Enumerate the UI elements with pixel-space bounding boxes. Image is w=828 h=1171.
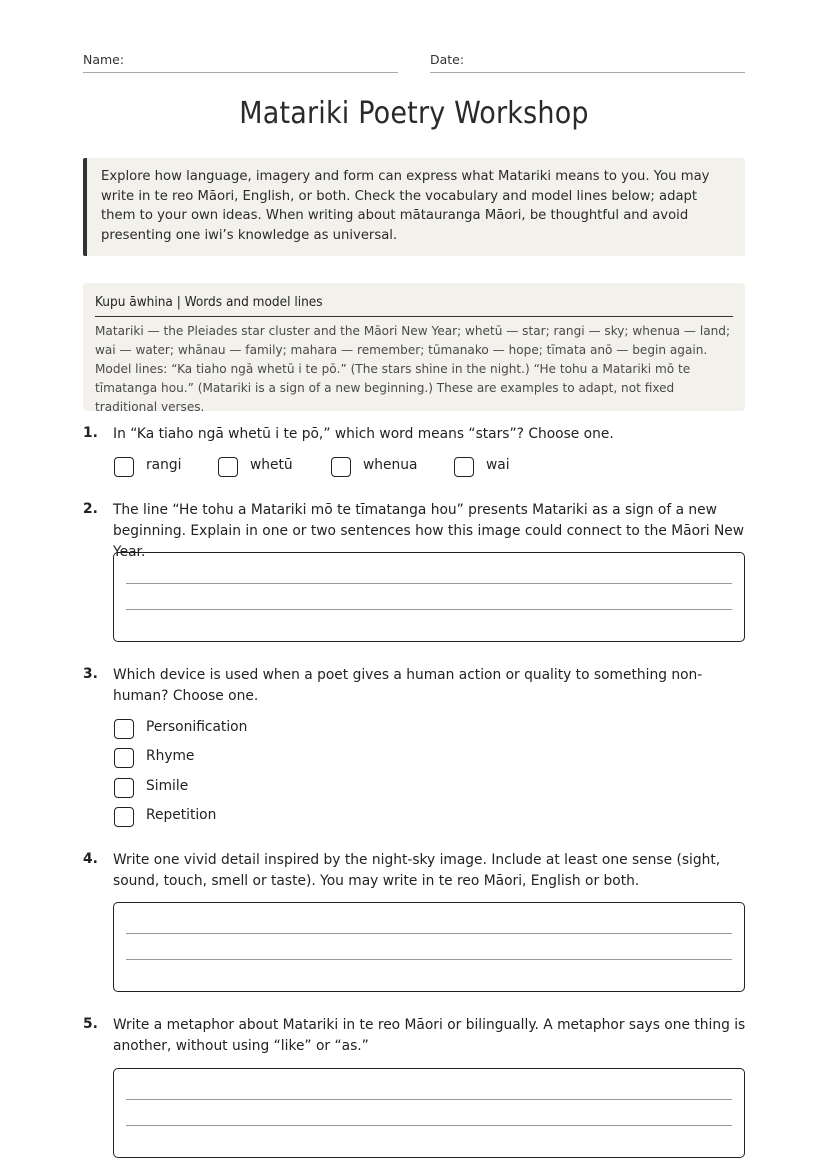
vocabulary-heading: Kupu āwhina | Words and model lines: [95, 294, 733, 317]
answer-box[interactable]: [113, 552, 745, 642]
answer-box[interactable]: [113, 1068, 745, 1158]
question-5-text: Write a metaphor about Matariki in te reo Māori or bilingually. A metaphor says one thing is another, without using “like” or “as.”: [113, 1017, 746, 1054]
date-field[interactable]: [430, 72, 745, 73]
option-label: wai: [486, 457, 510, 473]
name-field[interactable]: [83, 72, 398, 73]
intro-callout: Explore how language, imagery and form can express what Matariki means to you. You may write in te reo Māori, English, or both. Check the vocabulary and model lines below; adapt them to your own ideas. When writing about mātauranga Māori, be thoughtful and avoid presenting one iwi’s knowledge as universal.: [83, 158, 745, 256]
option-checkbox[interactable]: [114, 778, 134, 798]
writing-line: [126, 959, 732, 960]
question-number: 4.: [83, 851, 98, 867]
vocabulary-box: [83, 283, 745, 415]
writing-line: [126, 583, 732, 584]
question-number: 3.: [83, 666, 98, 682]
writing-line: [126, 609, 732, 610]
option-checkbox[interactable]: [114, 457, 134, 477]
page-title: Matariki Poetry Workshop: [239, 96, 589, 131]
question-3-text: Which device is used when a poet gives a human action or quality to something non-human? Choose one.: [113, 667, 703, 704]
name-label: Name:: [83, 52, 125, 67]
option-checkbox[interactable]: [114, 748, 134, 768]
option-label: Simile: [146, 778, 189, 794]
option-label: whenua: [363, 457, 418, 473]
question-2-text: The line “He tohu a Matariki mō te tīmatanga hou” presents Matariki as a sign of a new beginning. Explain in one or two sentences how this image could connect to the Māori New Year.: [113, 502, 745, 560]
option-checkbox[interactable]: [218, 457, 238, 477]
answer-box[interactable]: [113, 902, 745, 992]
question-number: 2.: [83, 501, 98, 517]
writing-line: [126, 1125, 732, 1126]
option-checkbox[interactable]: [454, 457, 474, 477]
question-number: 1.: [83, 425, 98, 441]
date-label: Date:: [430, 52, 465, 67]
option-label: Repetition: [146, 807, 217, 823]
option-checkbox[interactable]: [114, 719, 134, 739]
option-label: Rhyme: [146, 748, 195, 764]
writing-line: [126, 933, 732, 934]
question-4-text: Write one vivid detail inspired by the night-sky image. Include at least one sense (sight, sound, touch, smell or taste). You may write in te reo Māori, English or both.: [113, 852, 721, 889]
option-label: whetū: [250, 457, 293, 473]
option-checkbox[interactable]: [331, 457, 351, 477]
option-label: Personification: [146, 719, 248, 735]
vocabulary-text: Matariki — the Pleiades star cluster and the Māori New Year; whetū — star; rangi — sky; whenua — land; wai — water; whānau — family; mahara — remember; tūmanako — hope; tīmata anō — begin again. Model lines: “Ka tiaho ngā whetū i te pō.” (The stars shine in the night.) “He tohu a Matariki mō te tīmatanga hou.” (Matariki is a sign of a new beginning.) These are examples to adapt, not fixed traditional verses.: [95, 324, 731, 415]
option-checkbox[interactable]: [114, 807, 134, 827]
question-number: 5.: [83, 1016, 98, 1032]
question-1-text: In “Ka tiaho ngā whetū i te pō,” which word means “stars”? Choose one.: [113, 426, 614, 442]
option-label: rangi: [146, 457, 182, 473]
writing-line: [126, 1099, 732, 1100]
